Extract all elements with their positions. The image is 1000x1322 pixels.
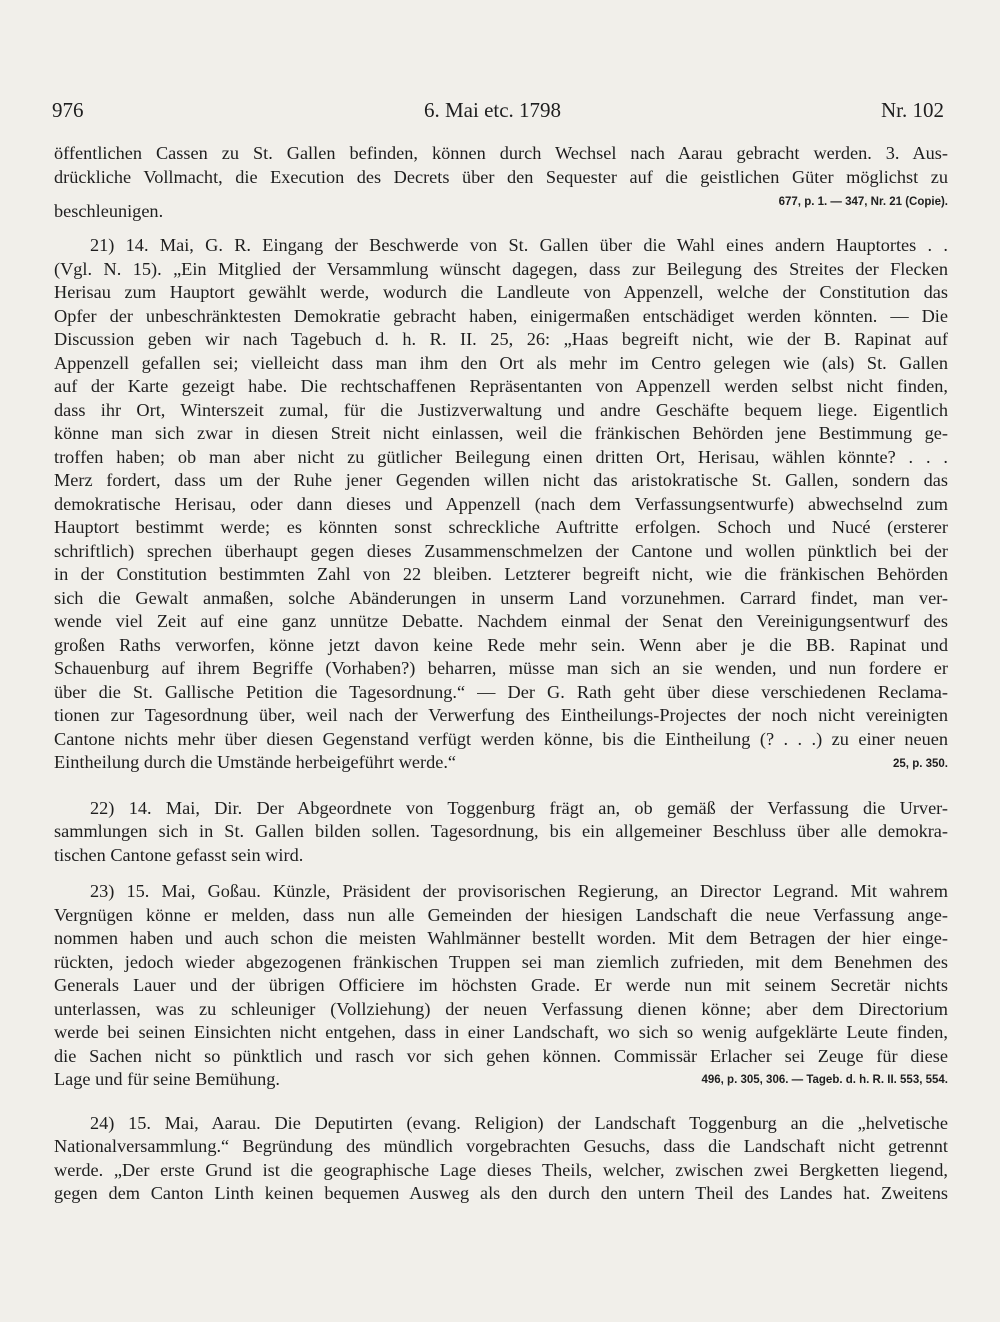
text-line: großen Raths verworfen, könne jetzt davon keine Rede mehr sein. Wenn aber je die BB. Rapinat und bbox=[54, 635, 948, 655]
text-line: Lage und für seine Bemühung. bbox=[54, 1069, 280, 1089]
text-line: werde bei seinen Einsichten nicht entgehen, dass in einer Landschaft, wo sich so wenig aufgeklärte Leute finden, bbox=[54, 1022, 948, 1042]
text-line: sich die Gewalt anmaßen, solche Abänderungen in unserm Land vorzunehmen. Carrard findet, man ver- bbox=[54, 588, 948, 608]
running-title: 6. Mai etc. 1798 bbox=[424, 98, 562, 122]
text-line: troffen haben; ob man aber nicht zu gütlicher Beilegung einen dritten Ort, Herisau, wählen könnte? . . . bbox=[54, 447, 948, 467]
entry-number: Nr. 102 bbox=[881, 98, 944, 122]
text-line: gegen dem Canton Linth keinen bequemen Ausweg als den durch den untern Theil des Landes hat. Zweitens bbox=[54, 1183, 948, 1203]
text-line: Appenzell gefallen sei; vielleicht dass man ihm den Ort als mehr im Centro gelegen wie (als) St. Gallen bbox=[54, 353, 948, 373]
text-line: Generals Lauer und der übrigen Officiere im höchsten Grade. Er werde nun mit seinem Secretär nichts bbox=[54, 975, 948, 995]
text-line: nommen haben und auch schon die meisten Wahlmänner bestellt worden. Mit dem Betragen der hier einge- bbox=[54, 928, 948, 948]
entry-21-heading: 21) 14. Mai, G. R. Eingang der Beschwerde von St. Gallen über die Wahl eines andern Hauptortes . . bbox=[90, 235, 948, 255]
source-reference: 677, p. 1. — 347, Nr. 21 (Copie). bbox=[778, 196, 948, 208]
text-line: Cantone nichts mehr über diesen Gegenstand verfügt werden könne, bis die Eintheilung (? . . .) zu einer neuen bbox=[54, 729, 948, 749]
entry-22-heading: 22) 14. Mai, Dir. Der Abgeordnete von Toggenburg frägt an, ob gemäß der Verfassung die Urver- bbox=[90, 798, 948, 818]
text-line: werde. „Der erste Grund ist die geographische Lage dieses Theils, welcher, zwischen zwei Bergketten liegend, bbox=[54, 1160, 948, 1180]
text-line: Opfer der unbeschränktesten Demokratie gebracht haben, einigermaßen entschädiget werden könnten. — Die bbox=[54, 306, 948, 326]
text-line: tischen Cantone gefasst sein wird. bbox=[54, 845, 304, 865]
text-line: beschleunigen. bbox=[54, 201, 164, 221]
text-line: die Sachen nicht so pünktlich und rasch vor sich gehen können. Commissär Erlacher sei Zeuge für diese bbox=[54, 1046, 948, 1066]
entry-24-heading: 24) 15. Mai, Aarau. Die Deputirten (evang. Religion) der Landschaft Toggenburg an die „helvetische bbox=[90, 1113, 948, 1133]
running-head bbox=[52, 98, 944, 134]
text-line: dass ihr Ort, Winterszeit zumal, für die Justizverwaltung und andre Geschäfte bequem liege. Eigentlich bbox=[54, 400, 948, 420]
text-line: drückliche Vollmacht, die Execution des Decrets über den Sequester auf die geistlichen Güter möglichst zu bbox=[54, 167, 948, 187]
text-line: schriftlich) sprechen überhaupt gegen dieses Zusammenschmelzen der Cantone und wollen pünktlich bei der bbox=[54, 541, 948, 561]
text-line: Herisau zum Hauptort gewählt werde, wodurch die Landleute von Appenzell, welche der Constitution das bbox=[54, 282, 948, 302]
text-line: demokratische Herisau, oder dann dieses und Appenzell (nach dem Verfassungsentwurfe) abwechselnd zum bbox=[54, 494, 948, 514]
text-line: Merz fordert, dass um der Ruhe jener Gegenden willen nicht das aristokratische St. Gallen, sondern das bbox=[54, 470, 948, 490]
page-number: 976 bbox=[52, 98, 84, 122]
text-line: könne man sich zwar in diesen Streit nicht einlassen, weil die fränkischen Behörden jene Bestimmung ge- bbox=[54, 423, 948, 443]
text-line: wende viel Zeit auf eine ganz unnütze Debatte. Nachdem einmal der Senat den Vereinigungsentwurf des bbox=[54, 611, 948, 631]
text-line: über die St. Gallische Petition die Tagesordnung.“ — Der G. Rath geht über diese verschiedenen Reclama- bbox=[54, 682, 948, 702]
text-line: Schauenburg auf ihrem Begriffe (Vorhaben?) beharren, müsse man sich an sie wenden, und nun fordere er bbox=[54, 658, 948, 678]
source-reference: 496, p. 305, 306. — Tageb. d. h. R. II. 553, 554. bbox=[701, 1074, 948, 1086]
text-line: tionen zur Tagesordnung über, weil nach der Verwerfung des Eintheilungs-Projectes der noch nicht vereinigten bbox=[54, 705, 948, 725]
text-line: sammlungen sich in St. Gallen bilden sollen. Tagesordnung, bis ein allgemeiner Beschluss über alle demokra- bbox=[54, 821, 948, 841]
text-line: auf der Karte gezeigt habe. Die rechtschaffenen Repräsentanten von Appenzell werden selbst nicht finden, bbox=[54, 376, 948, 396]
text-line: Nationalversammlung.“ Begründung des mündlich vorgebrachten Gesuchs, dass die Landschaft nicht getrennt bbox=[54, 1136, 948, 1156]
text-line: (Vgl. N. 15). „Ein Mitglied der Versammlung wünscht dagegen, dass zur Beilegung des Streites der Flecken bbox=[54, 259, 948, 279]
text-line: Eintheilung durch die Umstände herbeigeführt werde.“ bbox=[54, 752, 457, 772]
text-line: Hauptort bestimmt werde; es könnten sonst schreckliche Auftritte erfolgen. Schoch und Nucé (ersterer bbox=[54, 517, 948, 537]
text-line: Discussion geben wir nach Tagebuch d. h. R. II. 25, 26: „Haas begreift nicht, wie der B. Rapinat auf bbox=[54, 329, 948, 349]
text-line: Vergnügen könne er melden, dass nun alle Gemeinden der hiesigen Landschaft die neue Verfassung ange- bbox=[54, 905, 948, 925]
text-line: unterlassen, was zu schleuniger (Vollziehung) der neuen Verfassung dienen könne; aber dem Directorium bbox=[54, 999, 948, 1019]
text-line: öffentlichen Cassen zu St. Gallen befinden, können durch Wechsel nach Aarau gebracht werden. 3. Aus- bbox=[54, 143, 948, 163]
source-reference: 25, p. 350. bbox=[893, 758, 948, 770]
entry-23-heading: 23) 15. Mai, Goßau. Künzle, Präsident der provisorischen Regierung, an Director Legrand. Mit wahrem bbox=[90, 881, 948, 901]
text-line: in der Constitution bestimmten Zahl von 22 bleiben. Letzterer begreift nicht, wie die fränkischen Behörden bbox=[54, 564, 948, 584]
text-line: rückten, jedoch wieder abgezogenen fränkischen Truppen sei man ziemlich zufrieden, mit dem Benehmen des bbox=[54, 952, 948, 972]
